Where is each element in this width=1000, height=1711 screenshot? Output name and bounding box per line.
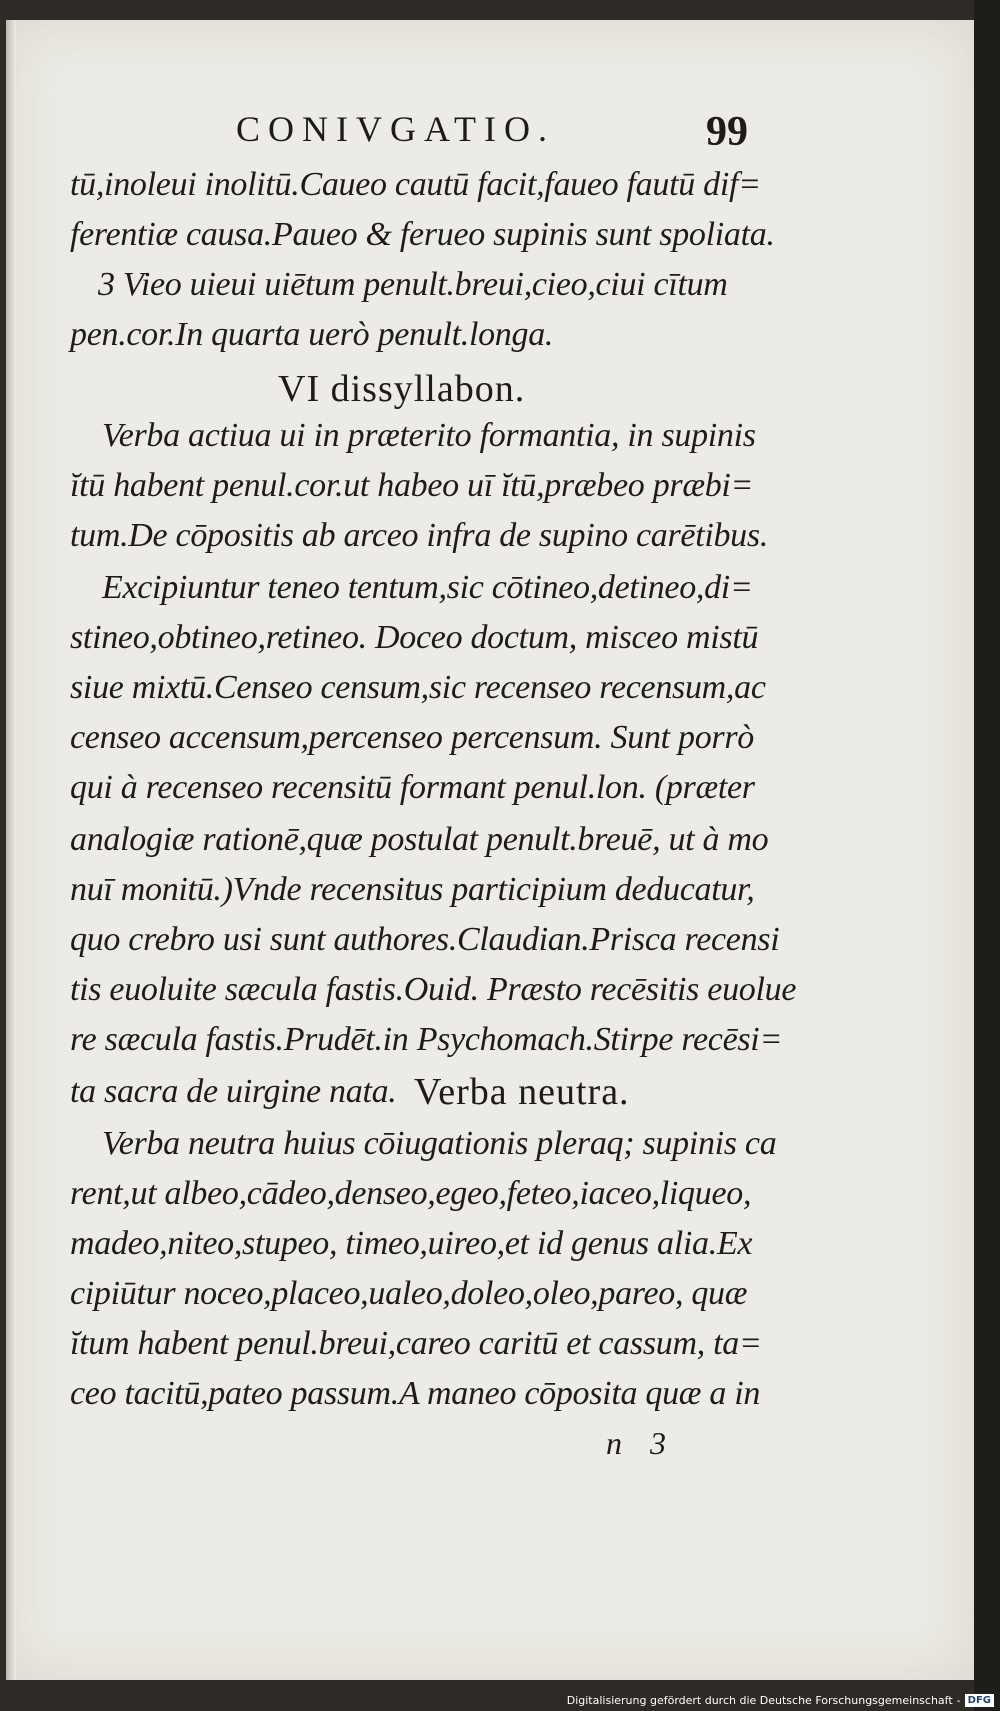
text-line: ferentiæ causa.Paueo & ferueo supinis sunt spoliata. bbox=[70, 216, 775, 253]
text-line: cipiūtur noceo,placeo,ualeo,doleo,oleo,pareo, quæ bbox=[70, 1275, 748, 1312]
text-line: Verba actiua ui in præterito formantia, in supinis bbox=[102, 417, 756, 454]
section-heading: VI dissyllabon. bbox=[278, 368, 526, 410]
text-line: re sæcula fastis.Prudēt.in Psychomach.Stirpe recēsi= bbox=[70, 1021, 783, 1058]
text-line: stineo,obtineo,retineo. Doceo doctum, misceo mistū bbox=[70, 619, 759, 656]
signature-mark: n 3 bbox=[606, 1425, 676, 1461]
text-line: quo crebro usi sunt authores.Claudian.Prisca recensi bbox=[70, 921, 780, 958]
text-line: Excipiuntur teneo tentum,sic cōtineo,detineo,di= bbox=[102, 569, 753, 606]
text-line: ĭtum habent penul.breui,careo caritū et cassum, ta= bbox=[70, 1325, 762, 1362]
text-line: analogiæ rationē,quæ postulat penult.breuē, ut à mo bbox=[70, 821, 769, 858]
page-gutter-shadow bbox=[6, 20, 16, 1680]
section-heading: Verba neutra. bbox=[414, 1071, 630, 1113]
page-number: 99 bbox=[706, 109, 748, 155]
text-line: censeo accensum,percenseo percensum. Sunt porrò bbox=[70, 719, 754, 756]
digitization-credit: Digitalisierung gefördert durch die Deutsche Forschungsgemeinschaft - DFG bbox=[567, 1694, 994, 1707]
text-line: siue mixtū.Censeo censum,sic recenseo recensum,ac bbox=[70, 669, 766, 706]
text-line: pen.cor.In quarta uerò penult.longa. bbox=[70, 316, 554, 353]
text-line: qui à recenseo recensitū formant penul.lon. (præter bbox=[70, 769, 755, 806]
text-line: 3 Vieo uieui uiētum penult.breui,cieo,ciui cītum bbox=[98, 266, 728, 303]
text-line: nuī monitū.)Vnde recensitus participium deducatur, bbox=[70, 871, 755, 908]
text-line: ceo tacitū,pateo passum.A maneo cōposita quæ a in bbox=[70, 1375, 761, 1412]
credit-text: Digitalisierung gefördert durch die Deutsche Forschungsgemeinschaft bbox=[566, 1694, 953, 1707]
text-line: Verba neutra huius cōiugationis pleraq; supinis ca bbox=[102, 1125, 777, 1162]
book-page bbox=[6, 20, 974, 1680]
text-line: rent,ut albeo,cādeo,denseo,egeo,feteo,iaceo,liqueo, bbox=[70, 1175, 752, 1212]
running-head: CONIVGATIO. bbox=[236, 109, 555, 149]
scan-edge bbox=[974, 0, 1000, 1711]
text-line: tū,inoleui inolitū.Caueo cautū facit,faueo fautū dif= bbox=[70, 166, 761, 203]
text-line: tum.De cōpositis ab arceo infra de supino carētibus. bbox=[70, 517, 769, 554]
text-line: ĭtū habent penul.cor.ut habeo uī ĭtū,præbeo præbi= bbox=[70, 467, 754, 504]
text-line: ta sacra de uirgine nata. bbox=[70, 1073, 397, 1110]
dfg-logo: DFG bbox=[965, 1694, 994, 1707]
text-line: madeo,niteo,stupeo, timeo,uireo,et id genus alia.Ex bbox=[70, 1225, 753, 1262]
text-line: tis euoluite sæcula fastis.Ouid. Præsto recēsitis euolue bbox=[70, 971, 797, 1008]
